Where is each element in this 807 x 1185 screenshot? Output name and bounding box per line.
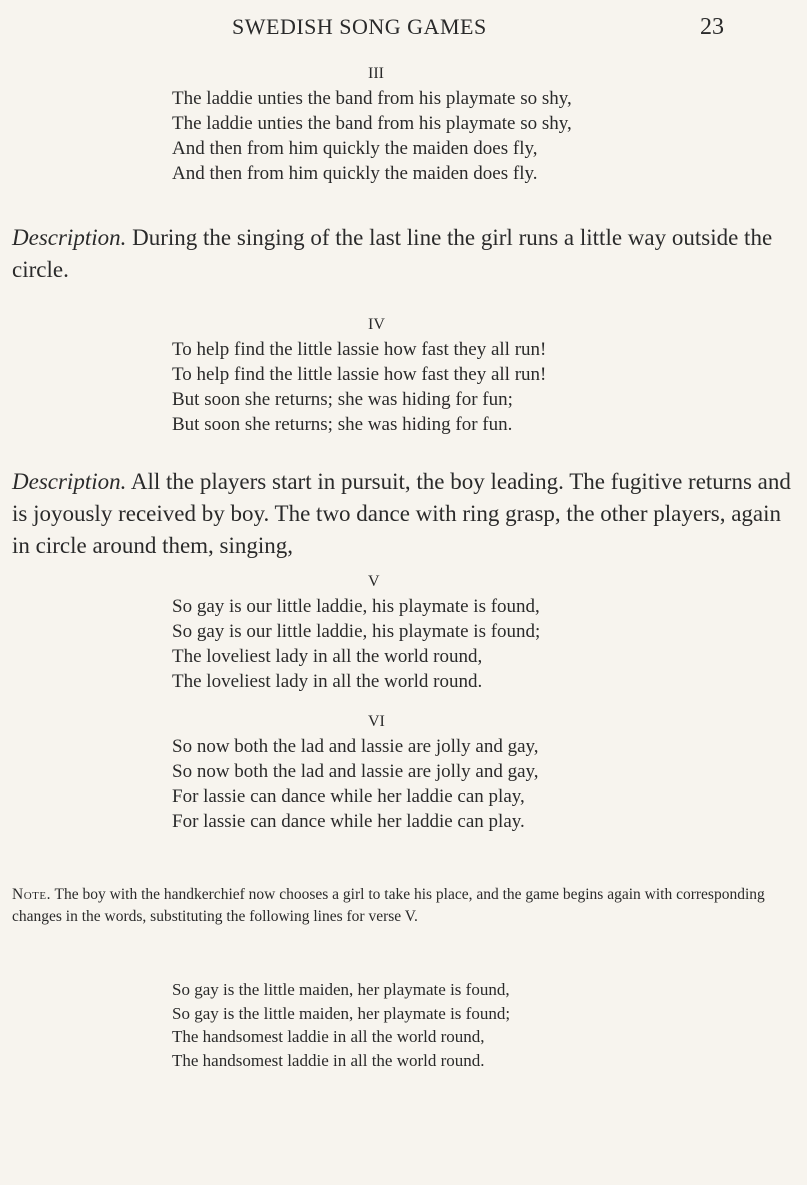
description-text: All the players start in pursuit, the boy leading. The fugitive returns and is joyously received by boy. The two dance with ring grasp, the other players, again in circle around them, singing, (12, 469, 791, 558)
description-paragraph (12, 222, 802, 286)
verse-line: So gay is the little maiden, her playmate is found, (172, 980, 510, 999)
note-paragraph (12, 884, 794, 928)
description-label: Description. (12, 225, 127, 250)
verse-line: But soon she returns; she was hiding for fun. (172, 414, 513, 435)
page-number: 23 (700, 14, 724, 40)
verse-line: And then from him quickly the maiden does fly. (172, 163, 538, 184)
verse-line: So gay is our little laddie, his playmate is found; (172, 621, 541, 642)
verse-line: So gay is our little laddie, his playmate is found, (172, 596, 540, 617)
description-paragraph (12, 466, 802, 562)
verse-vi (172, 710, 772, 834)
verse-numeral: V (368, 573, 380, 590)
verse-line: For lassie can dance while her laddie can play, (172, 786, 525, 807)
note-label: Note. (12, 886, 51, 903)
description-label: Description. (12, 469, 127, 494)
verse-line: The laddie unties the band from his playmate so shy, (172, 113, 572, 134)
verse-line: The loveliest lady in all the world round. (172, 671, 483, 692)
verse-v (172, 570, 772, 694)
verse-line: To help find the little lassie how fast they all run! (172, 364, 547, 385)
verse-line: For lassie can dance while her laddie can play. (172, 811, 525, 832)
verse-iii (172, 62, 772, 186)
running-title: SWEDISH SONG GAMES (232, 14, 487, 39)
verse-line: So gay is the little maiden, her playmate is found; (172, 1003, 511, 1023)
verse-line: The laddie unties the band from his playmate so shy, (172, 88, 572, 109)
verse-numeral: IV (368, 316, 385, 333)
alternate-verse (172, 978, 772, 1072)
verse-line: And then from him quickly the maiden does fly, (172, 138, 538, 159)
verse-line: The handsomest laddie in all the world round. (172, 1050, 485, 1070)
verse-line: To help find the little lassie how fast they all run! (172, 339, 547, 360)
verse-numeral: VI (368, 713, 385, 730)
verse-iv (172, 313, 772, 437)
running-head (0, 14, 807, 44)
verse-line: So now both the lad and lassie are jolly and gay, (172, 761, 539, 782)
verse-line: The handsomest laddie in all the world round, (172, 1027, 485, 1046)
note-text: The boy with the handkerchief now chooses a girl to take his place, and the game begins again with corresponding changes in the words, substituting the following lines for verse V. (12, 886, 765, 925)
verse-line: The loveliest lady in all the world round, (172, 646, 483, 667)
verse-numeral: III (368, 65, 384, 82)
verse-line: So now both the lad and lassie are jolly and gay, (172, 736, 539, 757)
description-text: During the singing of the last line the girl runs a little way outside the circle. (12, 225, 773, 282)
verse-line: But soon she returns; she was hiding for fun; (172, 389, 513, 410)
